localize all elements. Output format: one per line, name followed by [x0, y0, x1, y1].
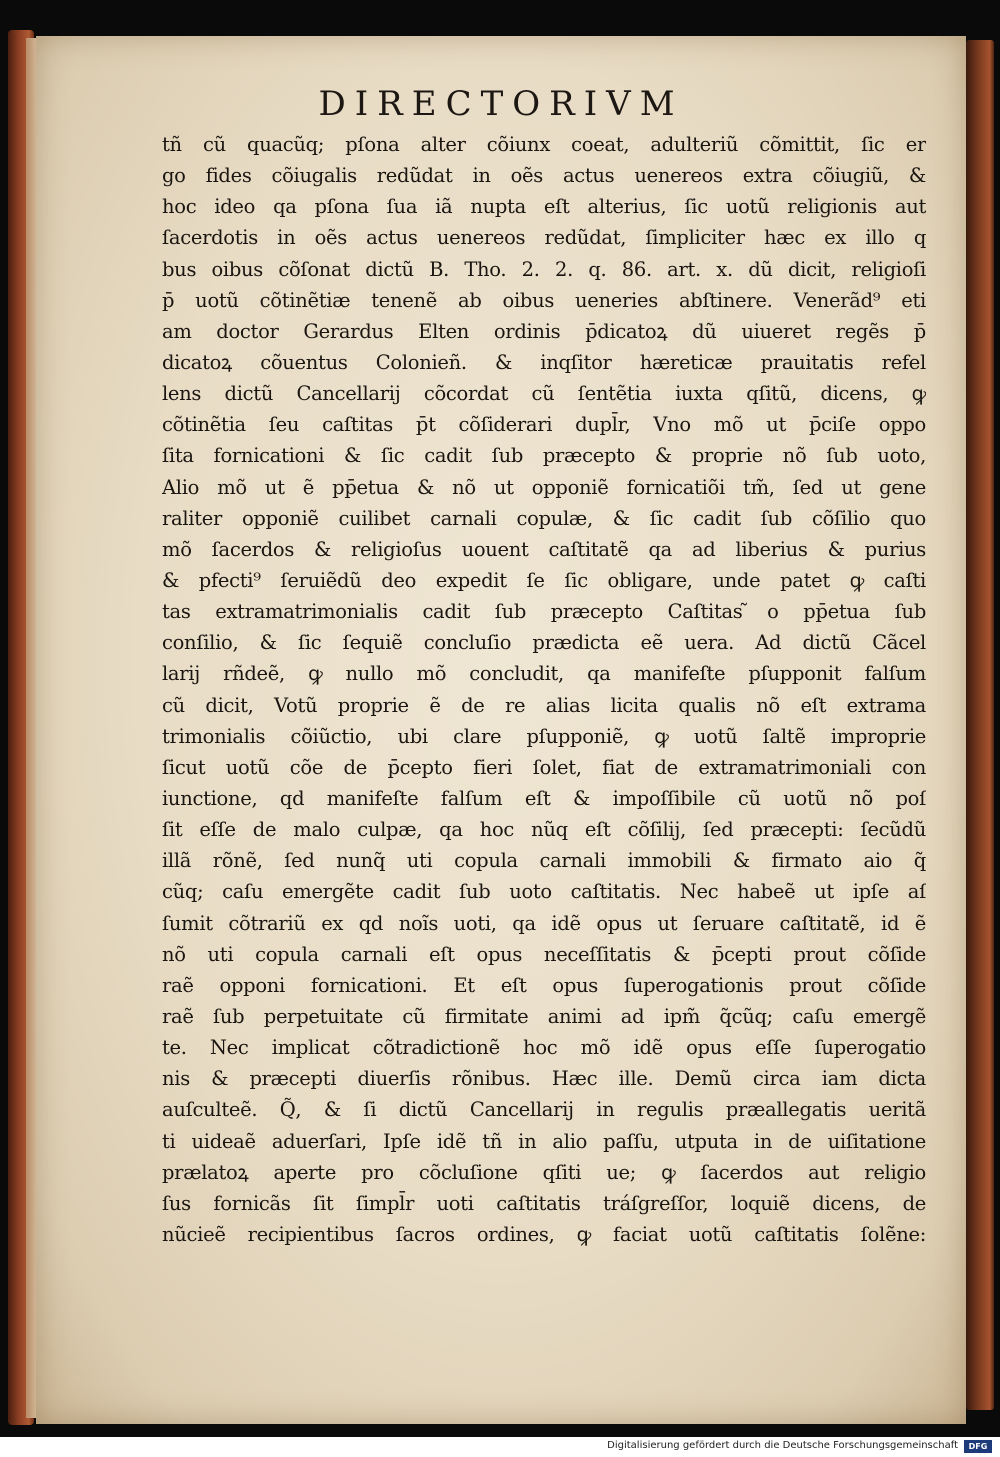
text-line: am doctor Gerardus Elten ordinis p̄dicatoꝝ dũ uiueret regẽs p̄	[162, 319, 926, 343]
text-line: nũcieẽ recipientibus ſacros ordines, ꝙ faciat uotũ caſtitatis ſolẽne:	[162, 1222, 926, 1246]
text-line: tas extramatrimonialis cadit ſub præcepto Caſtitas ̃o pp̄etua ſub	[162, 600, 926, 624]
book-page	[36, 36, 966, 1424]
text-line: trimonialis cõiũctio, ubi clare pſupponiẽ, ꝙ uotũ ſaltẽ improprie	[162, 724, 926, 748]
dfg-logo-icon: DFG	[964, 1440, 992, 1453]
text-line: raẽ ſub perpetuitate cũ firmitate animi ad ipm̃ q̃cũq; caſu emergẽ	[162, 1004, 926, 1028]
text-line: hoc ideo qa pſona ſua iã nupta eſt alterius, ſic uotũ religionis aut	[162, 195, 926, 219]
text-line: ſacerdotis in oẽs actus uenereos redũdat, ſimpliciter hæc ex illo q	[162, 226, 926, 250]
text-line: te. Nec implicat cõtradictionẽ hoc mõ idẽ opus eſſe ſuperogatio	[162, 1036, 926, 1060]
text-line: larij rñdeẽ, ꝙ nullo mõ concludit, qa manifeſte pſupponit falſum	[162, 662, 926, 686]
text-line: nis & præcepti diuerſis rõnibus. Hæc ille. Demũ circa iam dicta	[162, 1067, 926, 1091]
text-line: ſus fornicãs ſit ſimpl̄r uoti caſtitatis tráſgreſſor, loquiẽ dicens, de	[162, 1191, 926, 1215]
text-line: p̄ uotũ cõtinẽtiæ tenenẽ ab oibus ueneries abſtinere. Venerãd⁹ eti	[162, 288, 926, 312]
text-line: ti uideaẽ aduerſari, Ipſe idẽ tñ in alio paſſu, utputa in de uiſitatione	[162, 1129, 926, 1153]
text-line: bus oibus cõſonat dictũ B. Tho. 2. 2. q. 86. art. x. dũ dicit, religioſi	[162, 257, 926, 281]
text-line: ſumit cõtrariũ ex qd noĩs uoti, qa idẽ opus ut ſeruare caſtitatẽ, id ẽ	[162, 911, 926, 935]
footer-bar	[0, 1437, 1000, 1457]
text-line: conſilio, & ſic ſequiẽ concluſio prædicta eẽ uera. Ad dictũ Cãcel	[162, 631, 926, 655]
text-line: ſita fornicationi & ſic cadit ſub præcepto & proprie nõ ſub uoto,	[162, 444, 926, 468]
text-line: dicatoꝝ cõuentus Colonieñ. & inqſitor hæreticæ prauitatis refel	[162, 350, 926, 374]
text-line: & pfecti⁹ ſeruiẽdũ deo expedit ſe ſic obligare, unde patet ꝙ caſti	[162, 568, 926, 592]
text-line: cõtinẽtia ſeu caſtitas p̄t cõſiderari dupl̄r, Vno mõ ut p̄ciſe oppo	[162, 413, 926, 437]
text-line: lens dictũ Cancellarij cõcordat cũ ſentẽtia iuxta qſitũ, dicens, ꝙ	[162, 382, 926, 406]
text-line: go fides cõiugalis redũdat in oẽs actus uenereos extra cõiugiũ, &	[162, 164, 926, 188]
text-line: raliter opponiẽ cuilibet carnali copulæ, & ſic cadit ſub cõſilio quo	[162, 506, 926, 530]
text-line: raẽ opponi fornicationi. Et eſt opus ſuperogationis prout cõſide	[162, 973, 926, 997]
text-line: auſculteẽ. Q̃, & ſi dictũ Cancellarij in regulis præallegatis ueritã	[162, 1098, 926, 1122]
text-line: ſicut uotũ cõe de p̄cepto fieri ſolet, fiat de extramatrimoniali con	[162, 755, 926, 779]
running-head: DIRECTORIVM	[318, 84, 684, 124]
text-line: iunctione, qd manifeſte falſum eſt & impoſſibile cũ uotũ nõ poſ	[162, 786, 926, 810]
text-line: prælatoꝝ aperte pro cõcluſione qſiti ue; ꝙ ſacerdos aut religio	[162, 1160, 926, 1184]
text-line: ſit eſſe de malo culpæ, qa hoc nũq eſt cõſilij, ſed præcepti: ſecũdũ	[162, 818, 926, 842]
text-line: nõ uti copula carnali eſt opus neceſſitatis & p̄cepti prout cõſide	[162, 942, 926, 966]
text-line: tñ cũ quacũq; pſona alter cõiunx coeat, adulteriũ cõmittit, ſic er	[162, 133, 926, 156]
text-line: Alio mõ ut ẽ pp̄etua & nõ ut opponiẽ fornicatiõi tm̃, ſed ut gene	[162, 475, 926, 499]
text-line: cũq; caſu emergẽte cadit ſub uoto caſtitatis. Nec habeẽ ut ipſe aſ	[162, 880, 926, 904]
text-line: mõ ſacerdos & religioſus uouent caſtitatẽ qa ad liberius & purius	[162, 537, 926, 561]
book-binding-right	[966, 40, 994, 1410]
text-line: illã rõnẽ, ſed nunq̃ uti copula carnali immobili & firmato aio q̃	[162, 849, 926, 873]
text-line: cũ dicit, Votũ proprie ẽ de re alias licita qualis nõ eſt extrama	[162, 693, 926, 717]
funding-credit: Digitalisierung gefördert durch die Deutsche Forschungsgemeinschaft	[607, 1440, 958, 1451]
text-block	[162, 129, 926, 1250]
